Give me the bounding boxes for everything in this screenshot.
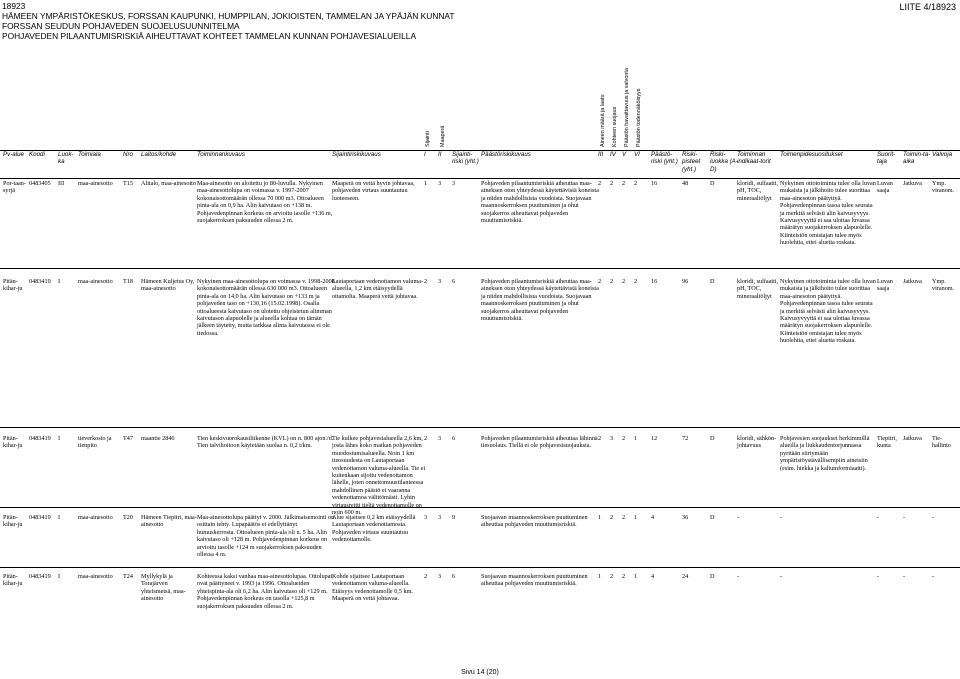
cell-koodi: 0483419 xyxy=(29,514,51,521)
cell-paastoriski: 16 xyxy=(651,180,658,187)
cell-sijaintikuvaus: Maaperä on vettä hyvin johtavaa, pohjaveden virtaus suuntautuu luoteeseen. xyxy=(332,180,415,202)
cell-paastoriski: 16 xyxy=(651,278,658,285)
column-header-koodi: Koodi xyxy=(29,151,45,158)
cell-toimiala: maa-ainesotto xyxy=(78,180,113,187)
cell-aika: Jatkuva xyxy=(903,180,922,187)
cell-luokka-ad: D xyxy=(710,278,715,285)
cell-sijaintikuvaus: Kohde sijaitsee Lautaportaan vedenottamon valuma-alueella. Etäisyys vedenottamolle 0,5 km. Maaperä on vettä johtavaa. xyxy=(332,573,413,603)
cell-toimiala: maa-ainesotto xyxy=(78,573,113,580)
column-header-luokka-ad: Riski-luokka (A-D) xyxy=(710,151,738,173)
cell-v: 2 xyxy=(622,514,626,521)
page-number: Sivu 14 (20) xyxy=(461,669,499,676)
cell-nro: T24 xyxy=(123,573,133,580)
cell-indikaattorit: - xyxy=(737,573,740,580)
cell-sijaintikuvaus: Alue sijaitsee 0,2 km etäisyydellä Lautaportaan vedenottamosta. Pohjaveden virtaus suuntautuu vedenottamolle. xyxy=(332,514,416,544)
column-header-valvoja: Valvoja xyxy=(932,151,953,158)
cell-koodi: 0483419 xyxy=(29,278,51,285)
cell-pisteet: 24 xyxy=(682,573,689,580)
cell-paastoriski: 4 xyxy=(651,514,655,521)
cell-indikaattorit: kloridi, sähkön-johtavuus xyxy=(737,435,777,450)
row-divider xyxy=(0,567,960,568)
cell-valvoja: - xyxy=(932,573,935,580)
cell-pv-alue: Pitän-kihar-ju xyxy=(3,514,23,529)
cell-valvoja: - xyxy=(932,514,935,521)
row-divider xyxy=(0,427,960,428)
vertical-header-sijainti: Sijainti xyxy=(425,131,431,147)
cell-suositukset: - xyxy=(780,573,783,580)
cell-iv: 2 xyxy=(610,278,614,285)
cell-ii: 3 xyxy=(438,514,442,521)
column-header-kuvaus: Toiminnankuvaus xyxy=(197,151,245,158)
cell-koodi: 0483419 xyxy=(29,435,51,442)
column-header-v: V xyxy=(622,151,627,158)
cell-indikaattorit: - xyxy=(737,514,740,521)
column-header-sijaintikuvaus: Sijaintiriskikuvaus xyxy=(332,151,381,158)
cell-i: 1 xyxy=(424,180,428,187)
column-header-vi: VI xyxy=(634,151,640,158)
doc-number: 18923 xyxy=(2,1,26,11)
cell-ii: 3 xyxy=(438,573,442,580)
cell-pisteet: 36 xyxy=(682,514,689,521)
cell-paastoriski: 12 xyxy=(651,435,658,442)
cell-v: 2 xyxy=(622,278,626,285)
cell-valvoja: Tie-hallinto xyxy=(932,435,951,450)
cell-suorittaja: Luvan saaja xyxy=(877,180,893,195)
cell-iii: 2 xyxy=(598,278,602,285)
cell-iii: 2 xyxy=(598,435,602,442)
cell-sijaintiriski: 9 xyxy=(452,514,456,521)
cell-suositukset: - xyxy=(780,514,783,521)
cell-pisteet: 96 xyxy=(682,278,689,285)
cell-aika: Jatkuva xyxy=(903,278,922,285)
cell-suositukset: Nykyinen ottotoiminta tulee olla luvan mukaista ja jälkihoito tulee suorittaa maa-ainesoton päätyttyä. Pohjavedenpinnan tasoa tulee seurata ja merkitä selvästi alin kaivusyvyys. Kaivusyvyyttä ei saa ulottaa luvassa määrätyn suojakerroksen alapuolelle. Kiinteistön omistajan tulee myös huolehtia, ettei aluetta roskata. xyxy=(780,278,876,345)
cell-pv-alue: Pitän-kihar-ju xyxy=(3,573,23,588)
cell-nro: T47 xyxy=(123,435,133,442)
cell-paastokuvaus: Pohjaveden pilaantumisriskiä aiheuttaa maa-aineksen oton yhteydessä käytettävistä koneista ja niiden mahdollisista vuodoista. Suojavaan maannoskerroksen puuttuminen ja ohut suojakerros aiheuttavat pohjaveden muuttumisriskiä. xyxy=(481,180,599,225)
column-header-i: I xyxy=(424,151,426,158)
cell-luokka-ad: D xyxy=(710,435,715,442)
cell-suorittaja: Tiepiiri, kunta xyxy=(877,435,897,450)
doc-title-2: FORSSAN SEUDUN POHJAVEDEN SUOJELUSUUNNITELMA xyxy=(2,21,240,31)
cell-luokka: I xyxy=(58,278,61,285)
cell-koodi: 0483419 xyxy=(29,573,51,580)
cell-i: 2 xyxy=(424,573,428,580)
cell-sijaintikuvaus: Tie kulkee pohjavesialueella 2,6 km, josta lähes koko matkan pohjaveden muodostumisalueella. Noin 1 km tieosuudesta on Lautaportaan vedenottamon valuma-alueella. Tie ei kuitenkaan sijoitu vedenottamon lähelle, joten onnettomuustilanteessa mahdollinen päästö ei vaaranna vedenottamoa välittömästi. Lyhin virtausreitti tieltä vedenottamolle on noin 600 m. xyxy=(332,435,426,517)
cell-kuvaus: Tien keskivuorokausiliikenne (KVL) on n. 800 ajon./d. Tien talvihoitoon käytetään suolaa n. 0,2 t/km. xyxy=(197,435,334,450)
cell-nro: T18 xyxy=(123,278,133,285)
row-divider xyxy=(0,507,960,508)
cell-kohde: maantie 2846 xyxy=(141,435,175,442)
cell-nro: T15 xyxy=(123,180,133,187)
cell-indikaattorit: kloridi, sulfaatti, pH, TOC, mineraaliöljyt xyxy=(737,278,779,300)
appendix-label: LIITE 4/18923 xyxy=(899,2,956,12)
cell-i: 3 xyxy=(424,514,428,521)
cell-pisteet: 72 xyxy=(682,435,689,442)
cell-luokka-ad: D xyxy=(710,180,715,187)
column-header-pv-alue: Pv-alue xyxy=(3,151,24,158)
cell-koodi: 0483405 xyxy=(29,180,51,187)
cell-paastokuvaus: Pohjaveden pilaantumisriskiä aiheuttaa lähinnä tiesuolaus. Tiellä ei ole pohjavesisuojauksia. xyxy=(481,435,598,450)
cell-luokka: I xyxy=(58,573,61,580)
column-header-kohde: Laitos/kohde xyxy=(141,151,177,158)
cell-toimiala: tieverkosto ja tienpito xyxy=(78,435,112,450)
cell-aika: - xyxy=(903,514,906,521)
cell-sijaintiriski: 6 xyxy=(452,278,456,285)
cell-sijaintiriski: 6 xyxy=(452,435,456,442)
cell-iii: 1 xyxy=(598,514,602,521)
cell-indikaattorit: kloridi, sulfaatti, pH, TOC, mineraaliöljyt xyxy=(737,180,779,202)
vertical-header-todennakoisyys: Päästön todennäköisyys xyxy=(636,88,642,147)
cell-toimiala: maa-ainesotto xyxy=(78,278,113,285)
column-header-iii: III xyxy=(598,151,604,158)
cell-ii: 3 xyxy=(438,180,442,187)
cell-paastokuvaus: Pohjaveden pilaantumisriskiä aiheuttaa maa-aineksen oton yhteydessä käytettävistä koneista ja niiden mahdollisista vuodoista. Suojavaan maannoskerroksen puuttuminen ja ohut suojakerros aiheuttavat pohjaveden muuttumisriskiä. xyxy=(481,278,599,323)
cell-suositukset: Pohjavesien suojaukset herkimmillä alueilla ja liukkaudentorjunnassa pyritään siirtymään ympäristöystävällisempiin aineisiin (esim. hiekka ja kaliumformiaatti). xyxy=(780,435,870,472)
vertical-header-aineen-maara: Aineen määrä ja laatu xyxy=(600,94,606,147)
cell-i: 2 xyxy=(424,278,428,285)
cell-iii: 2 xyxy=(598,180,602,187)
column-header-luokka: Luok-ka xyxy=(58,151,74,166)
cell-luokka-ad: D xyxy=(710,573,715,580)
cell-v: 2 xyxy=(622,435,626,442)
vertical-header-havaittavuus: Päästön havaittavuus ja valvonta xyxy=(624,68,630,147)
cell-paastokuvaus: Suojaavan maannoskerroksen puuttuminen aiheuttaa pohjaveden muuttumisriskiä. xyxy=(481,514,588,529)
column-header-paastoriski: Päästö-riski (yht.) xyxy=(651,151,678,166)
cell-sijaintiriski: 3 xyxy=(452,180,456,187)
cell-aika: Jatkuva xyxy=(903,435,922,442)
cell-luokka: III xyxy=(58,180,65,187)
cell-kohde: Hämeen Kuljetus Oy, maa-ainesotto xyxy=(141,278,195,293)
cell-luokka-ad: D xyxy=(710,514,715,521)
cell-pv-alue: Pitän-kihar-ju xyxy=(3,435,23,450)
cell-nro: T20 xyxy=(123,514,133,521)
cell-luokka: I xyxy=(58,514,61,521)
column-header-suositukset: Toimenpidesuositukset xyxy=(780,151,843,158)
cell-kohde: Myllykylä ja Torajärven yhteismetsä, maa-ainesotto xyxy=(141,573,186,603)
cell-kuvaus: Nykyinen maa-ainesottolupa on voimassa v. 1998-2008 kokonaisottomäärän ollessa 630 000 m3. Ottoalueen pinta-ala on 14,0 ha. Alin kaivutaso on +133 m ja pohjaveden taso on +130,16 (15.02.1998). Osalla ottoalueesta kaivutaso on ulotettu ohjeistetun alimman kaivutason alapuolelle ja alueella kohtaa on tämän jälkeen täytetty, mutta tarkkaa alinta kaivutasoa ei ole tiedossa. xyxy=(197,278,335,337)
column-header-suorittaja: Suorit-taja xyxy=(877,151,896,166)
cell-luokka: I xyxy=(58,435,61,442)
cell-vi: 1 xyxy=(634,435,638,442)
column-header-nro: Nro xyxy=(123,151,133,158)
column-header-paastokuvaus: Päästöriskikuvaus xyxy=(481,151,531,158)
cell-toimiala: maa-ainesotto xyxy=(78,514,113,521)
cell-ii: 3 xyxy=(438,435,442,442)
cell-iv: 2 xyxy=(610,180,614,187)
cell-kohde: Alitalo, maa-ainesotto xyxy=(141,180,196,187)
cell-vi: 1 xyxy=(634,514,638,521)
cell-suositukset: Nykyinen ottotoiminta tulee olla luvan mukaista ja jälkihoito tulee suorittaa maa-ainesoton päätyttyä. Pohjavedenpinnan tasoa tulee seurata ja merkitä selvästi alin kaivusyvyys. Kaivusyvyyttä ei saa ulottaa luvassa määrätyn suojakerroksen alapuolelle. Kiinteistön omistajan tulee myös huolehtia, ettei aluetta roskata. xyxy=(780,180,876,247)
cell-pv-alue: Por-taan-syrjä xyxy=(3,180,26,195)
cell-valvoja: Ymp. viranom. xyxy=(932,278,955,293)
cell-i: 2 xyxy=(424,435,428,442)
cell-kuvaus: Kohteessa kaksi vanhaa maa-ainesottolupaa. Ottolupat ovat päättyneet v. 1993 ja 1996. Ottoalueiden yhteispinta-ala oli 6,2 ha. Alin kaivutaso oli +129 m. Pohjavedenpinnan korkeus on tasolla +125,8 m suojakerroksen paksuuden ollessa 2 m. xyxy=(197,573,333,610)
column-header-sijaintiriski: Sijainti-riski (yht.) xyxy=(452,151,479,166)
cell-v: 2 xyxy=(622,573,626,580)
header-bottom-rule xyxy=(0,178,960,179)
column-header-indikaattorit: Toiminnan indikaat-torit xyxy=(737,151,771,166)
cell-iv: 2 xyxy=(610,573,614,580)
doc-title-3: POHJAVEDEN PILAANTUMISRISKIÄ AIHEUTTAVAT KOHTEET TAMMELAN KUNNAN POHJAVESIALUEILLA xyxy=(2,31,417,41)
cell-valvoja: Ymp. viranom. xyxy=(932,180,955,195)
column-header-iv: IV xyxy=(610,151,616,158)
cell-iv: 3 xyxy=(610,435,614,442)
cell-v: 2 xyxy=(622,180,626,187)
cell-sijaintiriski: 6 xyxy=(452,573,456,580)
column-header-toimiala: Toimiala xyxy=(78,151,101,158)
cell-vi: 2 xyxy=(634,278,638,285)
cell-pisteet: 48 xyxy=(682,180,689,187)
column-header-ii: II xyxy=(438,151,442,158)
cell-kuvaus: Maa-ainesotto on aloitettu jo 80-luvulla. Nykyinen maa-ainesottolupa on voimassa v. 1997-2007 kokonaisottomäärän ollessa 70 000 m3. Ottoalueen pinta-ala on 0,9 ha. Alin kaivutaso on +138 m. Pohjavedenpinnan korkeus on arvioitu tasolle +136 m, suojakerroksen paksuuden ollessa 2 m. xyxy=(197,180,333,225)
cell-vi: 1 xyxy=(634,573,638,580)
doc-title-1: HÄMEEN YMPÄRISTÖKESKUS, FORSSAN KAUPUNKI, HUMPPILAN, JOKIOISTEN, TAMMELAN JA YPÄJÄN KUNNAT xyxy=(2,11,455,21)
column-header-pisteet: Riski-pisteet (yht.) xyxy=(682,151,701,173)
cell-kohde: Hämeen Tiepiiri, maa-ainesotto xyxy=(141,514,197,529)
cell-iii: 1 xyxy=(598,573,602,580)
cell-suorittaja: - xyxy=(877,573,880,580)
vertical-header-maapera: Maaperä xyxy=(440,125,446,147)
cell-vi: 2 xyxy=(634,180,638,187)
cell-paastokuvaus: Suojaavan maannoskerroksen puuttuminen aiheuttaa pohjaveden muuttumisriskiä. xyxy=(481,573,588,588)
vertical-header-kohteen-suojaus: Kohteen suojaus xyxy=(612,106,618,147)
cell-paastoriski: 4 xyxy=(651,573,655,580)
cell-kuvaus: Maa-ainesottolupa päättyi v. 2000. Jälkimaisemointi on osittain tehty. Lupapäätös ei edellyttänyt humuskerrosta. Ottoalueen pinta-ala oli n. 5 ha. Alin kaivutaso oli +128 m. Pohjavedenpinnan korkeus on arvioitu tasolle +124 m suojakerroksen paksuuden ollessa 4 m. xyxy=(197,514,335,559)
cell-suorittaja: Luvan saaja xyxy=(877,278,893,293)
column-header-aika: Toimin-ta-aika xyxy=(903,151,931,166)
cell-sijaintikuvaus: Lautaportaan vedenottamon valuma-alueella, 1,2 km etäisyydellä ottamolta. Maaperä vettä johtavaa. xyxy=(332,278,424,300)
cell-ii: 3 xyxy=(438,278,442,285)
cell-aika: - xyxy=(903,573,906,580)
cell-suorittaja: - xyxy=(877,514,880,521)
cell-pv-alue: Pitän-kihar-ju xyxy=(3,278,23,293)
cell-iv: 2 xyxy=(610,514,614,521)
row-divider xyxy=(0,268,960,269)
